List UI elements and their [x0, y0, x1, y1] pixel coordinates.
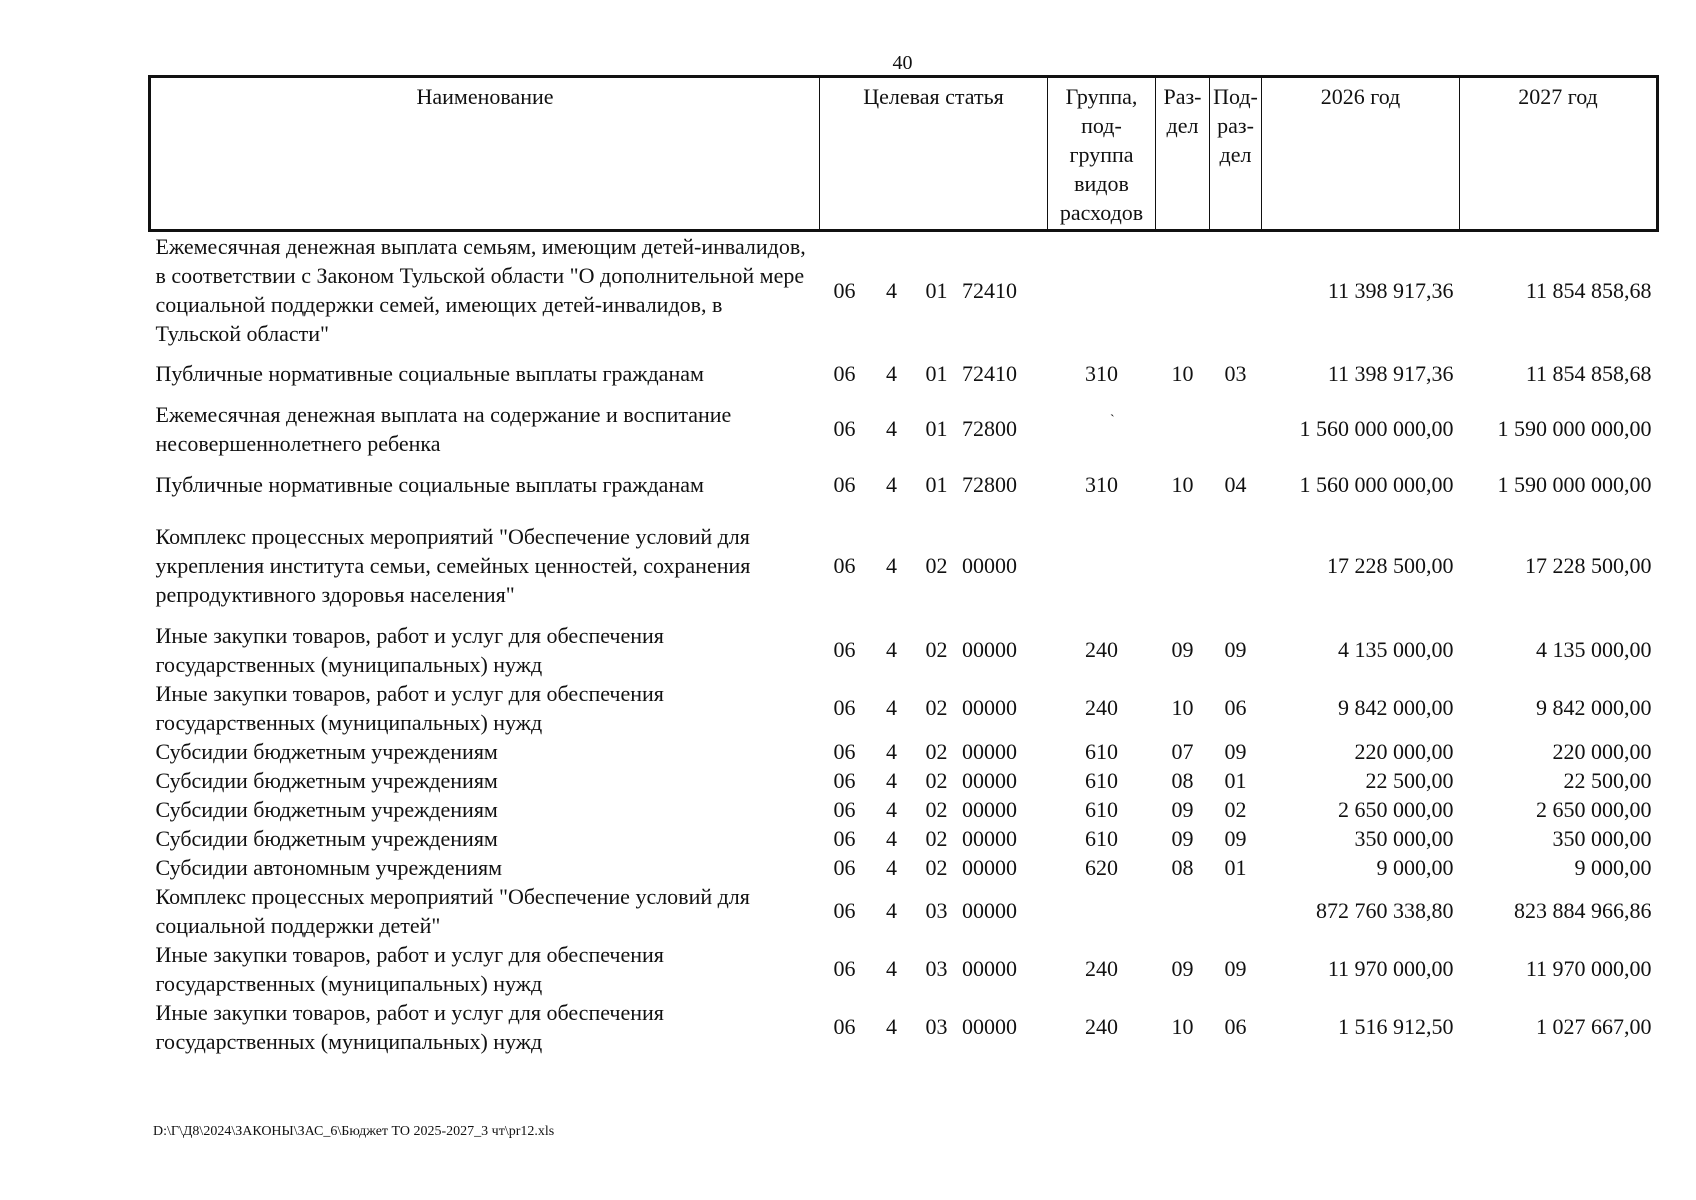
row-target-article: [820, 399, 1048, 459]
code-part-program: 06: [833, 361, 856, 386]
row-expense-group: 240: [1085, 1014, 1118, 1039]
row-name: Комплекс процессных мероприятий "Обеспечение условий для социальной поддержки детей": [155, 883, 750, 938]
code-part-type: 4: [886, 767, 897, 793]
row-amount-2026: 1 560 000 000,00: [1299, 472, 1454, 497]
code-part-structure: 03: [925, 898, 948, 923]
row-target-article: [820, 459, 1048, 511]
page-number: 40: [892, 52, 913, 74]
row-amount-2026: 9 000,00: [1376, 854, 1454, 880]
table-row: [150, 459, 1658, 511]
row-expense-group: 610: [1085, 825, 1118, 851]
code-part-structure: 02: [925, 738, 948, 764]
row-expense-group: 240: [1085, 695, 1118, 720]
row-expense-group: 310: [1085, 361, 1118, 386]
code-part-program: 06: [833, 796, 856, 822]
row-section: 09: [1171, 637, 1194, 662]
code-part-program: 06: [833, 277, 856, 303]
row-subsection: 06: [1224, 1014, 1247, 1039]
row-amount-2027: 1 027 667,00: [1536, 1014, 1652, 1039]
row-name: Публичные нормативные социальные выплаты гражданам: [155, 361, 704, 386]
row-amount-2026: 11 398 917,36: [1327, 361, 1454, 386]
code-part-structure: 02: [925, 637, 948, 662]
code-part-direction: 00000: [962, 738, 1017, 764]
row-target-article: [820, 737, 1048, 766]
table-header: [150, 77, 1658, 231]
header-subsection: [1210, 77, 1262, 231]
row-amount-2027: 9 000,00: [1574, 854, 1652, 880]
table-row: [150, 349, 1658, 399]
table-row: [150, 853, 1658, 882]
code-part-direction: 00000: [962, 1014, 1017, 1039]
row-amount-2027: 11 970 000,00: [1525, 956, 1652, 981]
row-section: 08: [1171, 854, 1194, 880]
code-part-program: 06: [833, 825, 856, 851]
row-target-article: [820, 766, 1048, 795]
row-amount-2027: 2 650 000,00: [1536, 796, 1652, 822]
footer-file-path: D:\Г\Д8\2024\ЗАКОНЫ\ЗАС_6\Бюджет ТО 2025-2027_3 чт\pr12.xls: [153, 1124, 555, 1139]
row-expense-group: [1048, 231, 1156, 349]
code-part-structure: 02: [925, 796, 948, 822]
code-part-type: 4: [886, 637, 897, 662]
row-amount-2027: 1 590 000 000,00: [1497, 416, 1652, 441]
row-expense-group: 610: [1085, 767, 1118, 793]
row-name: Иные закупки товаров, работ и услуг для обеспечения государственных (муниципальных) нужд: [155, 622, 664, 677]
budget-table: [148, 75, 1659, 1056]
row-subsection: 01: [1224, 767, 1247, 793]
row-amount-2027: 17 228 500,00: [1525, 553, 1652, 578]
table-row: [150, 399, 1658, 459]
code-part-structure: 02: [925, 553, 948, 578]
code-part-type: 4: [886, 695, 897, 720]
row-subsection: 06: [1224, 695, 1247, 720]
header-expense-group-text: Группа, под- группа видов расходов: [1059, 84, 1144, 225]
row-amount-2026: 2 650 000,00: [1338, 796, 1454, 822]
row-section: 10: [1171, 361, 1194, 386]
code-part-program: 06: [833, 854, 856, 880]
row-amount-2026: 4 135 000,00: [1338, 637, 1454, 662]
row-subsection: 04: [1224, 472, 1247, 497]
code-part-structure: 01: [925, 472, 948, 497]
row-target-article: [820, 349, 1048, 399]
table-row: [150, 998, 1658, 1056]
row-target-article: [820, 940, 1048, 998]
code-part-direction: 72800: [962, 416, 1017, 441]
row-name: Субсидии бюджетным учреждениям: [155, 767, 498, 793]
table-row: [150, 940, 1658, 998]
row-section: 07: [1171, 738, 1194, 764]
code-part-structure: 02: [925, 695, 948, 720]
row-name: Публичные нормативные социальные выплаты гражданам: [155, 472, 704, 497]
row-section: 08: [1171, 767, 1194, 793]
code-part-direction: 72410: [962, 277, 1017, 303]
budget-table-container: [148, 75, 1656, 1056]
code-part-structure: 03: [925, 1014, 948, 1039]
row-target-article: [820, 882, 1048, 940]
row-name: Комплекс процессных мероприятий "Обеспечение условий для укрепления института семьи, семейных ценностей, сохранения репродуктивного здоровья населения": [155, 524, 751, 607]
code-part-structure: 01: [925, 416, 948, 441]
row-amount-2027: 22 500,00: [1563, 767, 1652, 793]
header-expense-group: [1048, 77, 1156, 231]
code-part-structure: 01: [925, 277, 948, 303]
code-part-direction: 00000: [962, 825, 1017, 851]
row-target-article: [820, 795, 1048, 824]
code-part-direction: 72800: [962, 472, 1017, 497]
code-part-program: 06: [833, 956, 856, 981]
code-part-structure: 02: [925, 767, 948, 793]
row-target-article: [820, 853, 1048, 882]
row-amount-2027: 9 842 000,00: [1536, 695, 1652, 720]
row-section: [1156, 882, 1210, 940]
row-expense-group: [1048, 399, 1156, 459]
row-target-article: [820, 621, 1048, 679]
row-amount-2027: 1 590 000 000,00: [1497, 472, 1652, 497]
row-section: 10: [1171, 1014, 1194, 1039]
table-row: [150, 795, 1658, 824]
row-section: 10: [1171, 695, 1194, 720]
code-part-program: 06: [833, 553, 856, 578]
row-name: Субсидии бюджетным учреждениям: [155, 796, 498, 822]
code-part-structure: 03: [925, 956, 948, 981]
code-part-type: 4: [886, 553, 897, 578]
code-part-direction: 72410: [962, 361, 1017, 386]
row-subsection: 03: [1224, 361, 1247, 386]
code-part-direction: 00000: [962, 553, 1017, 578]
code-part-program: 06: [833, 637, 856, 662]
row-expense-group: 240: [1085, 637, 1118, 662]
row-subsection: [1210, 399, 1262, 459]
table-row: [150, 824, 1658, 853]
row-amount-2027: 350 000,00: [1552, 825, 1652, 851]
row-target-article: [820, 998, 1048, 1056]
header-target-article: Целевая статья: [820, 77, 1048, 231]
row-name: Субсидии автономным учреждениям: [155, 854, 503, 880]
row-subsection: [1210, 231, 1262, 349]
code-part-type: 4: [886, 277, 897, 303]
row-name: Иные закупки товаров, работ и услуг для обеспечения государственных (муниципальных) нужд: [155, 680, 664, 735]
row-amount-2027: 823 884 966,86: [1514, 898, 1652, 923]
code-part-type: 4: [886, 825, 897, 851]
row-name: Иные закупки товаров, работ и услуг для обеспечения государственных (муниципальных) нужд: [155, 941, 664, 996]
row-amount-2026: 1 516 912,50: [1338, 1014, 1454, 1039]
row-target-article: [820, 511, 1048, 621]
row-expense-group: [1048, 511, 1156, 621]
row-expense-group: 610: [1085, 738, 1118, 764]
code-part-type: 4: [886, 738, 897, 764]
row-subsection: [1210, 511, 1262, 621]
code-part-direction: 00000: [962, 637, 1017, 662]
code-part-type: 4: [886, 898, 897, 923]
code-part-program: 06: [833, 695, 856, 720]
row-name: Иные закупки товаров, работ и услуг для обеспечения государственных (муниципальных) нужд: [155, 999, 664, 1054]
row-section: 09: [1171, 956, 1194, 981]
row-section: [1156, 399, 1210, 459]
row-amount-2026: 1 560 000 000,00: [1299, 416, 1454, 441]
header-section: [1156, 77, 1210, 231]
row-section: 10: [1171, 472, 1194, 497]
code-part-structure: 01: [925, 361, 948, 386]
code-part-program: 06: [833, 767, 856, 793]
table-row: [150, 679, 1658, 737]
row-subsection: [1210, 882, 1262, 940]
row-subsection: 09: [1224, 825, 1247, 851]
code-part-program: 06: [833, 416, 856, 441]
row-expense-group: 620: [1085, 854, 1118, 880]
code-part-type: 4: [886, 796, 897, 822]
code-part-type: 4: [886, 956, 897, 981]
row-name: Ежемесячная денежная выплата семьям, имеющим детей-инвалидов, в соответствии с Законом Тульской области "О дополнительной мере социальной поддержки семей, имеющих детей-инвалидов, в Тульской области": [155, 234, 806, 347]
row-amount-2026: 872 760 338,80: [1316, 898, 1454, 923]
row-amount-2027: 220 000,00: [1552, 738, 1652, 764]
code-part-direction: 00000: [962, 767, 1017, 793]
table-row: [150, 511, 1658, 621]
row-name: Субсидии бюджетным учреждениям: [155, 738, 498, 764]
table-row: [150, 882, 1658, 940]
code-part-direction: 00000: [962, 796, 1017, 822]
row-amount-2026: 22 500,00: [1365, 767, 1454, 793]
code-part-structure: 02: [925, 854, 948, 880]
code-part-direction: 00000: [962, 854, 1017, 880]
code-part-type: 4: [886, 361, 897, 386]
row-name: Ежемесячная денежная выплата на содержание и воспитание несовершеннолетнего ребенка: [155, 401, 732, 456]
row-amount-2026: 11 398 917,36: [1327, 277, 1454, 303]
row-subsection: 09: [1224, 637, 1247, 662]
row-subsection: 01: [1224, 854, 1247, 880]
code-part-program: 06: [833, 1014, 856, 1039]
row-section: [1156, 231, 1210, 349]
code-part-program: 06: [833, 472, 856, 497]
table-body: [150, 231, 1658, 1056]
row-amount-2027: 11 854 858,68: [1525, 277, 1652, 303]
header-year-2027: 2027 год: [1460, 77, 1658, 231]
header-section-text: Раз- дел: [1163, 84, 1202, 138]
table-row: [150, 737, 1658, 766]
row-target-article: [820, 679, 1048, 737]
code-part-direction: 00000: [962, 956, 1017, 981]
header-subsection-text: Под- раз- дел: [1213, 84, 1258, 167]
row-amount-2026: 220 000,00: [1354, 738, 1454, 764]
row-subsection: 09: [1224, 956, 1247, 981]
code-part-type: 4: [886, 416, 897, 441]
row-section: 09: [1171, 796, 1194, 822]
table-row: [150, 766, 1658, 795]
row-expense-group: 610: [1085, 796, 1118, 822]
row-expense-group: 240: [1085, 956, 1118, 981]
row-section: [1156, 511, 1210, 621]
row-amount-2027: 11 854 858,68: [1525, 361, 1652, 386]
table-row: [150, 621, 1658, 679]
row-expense-group: [1048, 882, 1156, 940]
row-target-article: [820, 231, 1048, 349]
code-part-program: 06: [833, 898, 856, 923]
row-target-article: [820, 824, 1048, 853]
row-subsection: 09: [1224, 738, 1247, 764]
row-amount-2026: 350 000,00: [1354, 825, 1454, 851]
code-part-type: 4: [886, 1014, 897, 1039]
table-row: [150, 231, 1658, 349]
code-part-program: 06: [833, 738, 856, 764]
row-amount-2026: 17 228 500,00: [1327, 553, 1454, 578]
row-name: Субсидии бюджетным учреждениям: [155, 825, 498, 851]
header-name: Наименование: [150, 77, 820, 231]
stray-mark: `: [1110, 413, 1115, 428]
code-part-direction: 00000: [962, 695, 1017, 720]
row-subsection: 02: [1224, 796, 1247, 822]
row-amount-2026: 9 842 000,00: [1338, 695, 1454, 720]
code-part-type: 4: [886, 472, 897, 497]
row-expense-group: 310: [1085, 472, 1118, 497]
row-section: 09: [1171, 825, 1194, 851]
row-amount-2026: 11 970 000,00: [1327, 956, 1454, 981]
row-amount-2027: 4 135 000,00: [1536, 637, 1652, 662]
code-part-structure: 02: [925, 825, 948, 851]
code-part-direction: 00000: [962, 898, 1017, 923]
header-year-2026: 2026 год: [1262, 77, 1460, 231]
code-part-type: 4: [886, 854, 897, 880]
